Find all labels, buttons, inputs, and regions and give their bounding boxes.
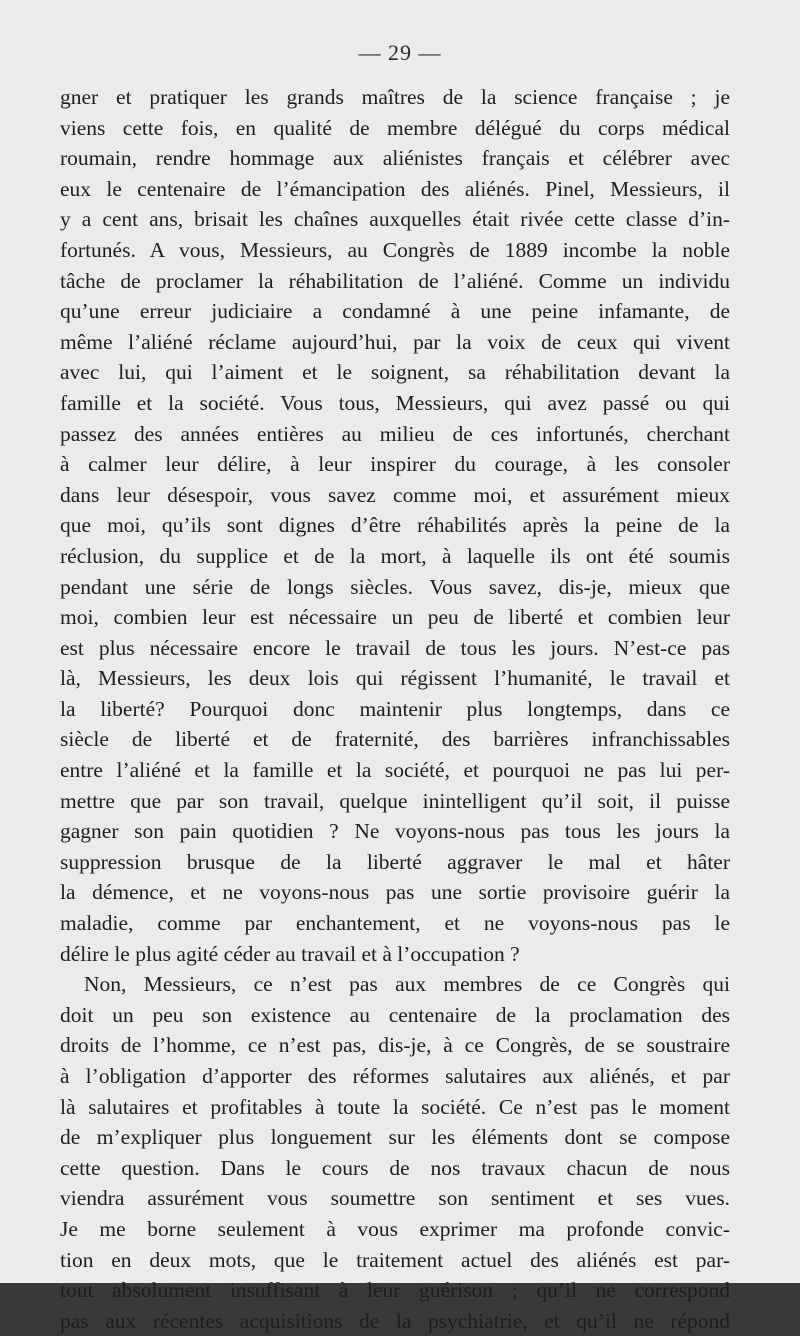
- text-line: qu’une erreur judiciaire a condamné à une peine infamante, de: [60, 299, 730, 324]
- text-line: viendra assurément vous soumettre son sentiment et ses vues.: [60, 1186, 730, 1211]
- body-text: [60, 82, 730, 1336]
- text-line: la démence, et ne voyons-nous pas une sortie provisoire guérir la: [60, 880, 730, 905]
- text-line: la liberté? Pourquoi donc maintenir plus longtemps, dans ce: [60, 696, 730, 721]
- text-line: moi, combien leur est nécessaire un peu de liberté et combien leur: [60, 605, 730, 630]
- text-line: là salutaires et profitables à toute la société. Ce n’est pas le moment: [60, 1094, 730, 1119]
- text-line: siècle de liberté et de fraternité, des barrières infranchissables: [60, 727, 730, 752]
- text-line: de m’expliquer plus longuement sur les éléments dont se compose: [60, 1125, 730, 1150]
- text-line: maladie, comme par enchantement, et ne voyons-nous pas le: [60, 911, 730, 936]
- text-line: cette question. Dans le cours de nos travaux chacun de nous: [60, 1155, 730, 1180]
- text-line: est plus nécessaire encore le travail de tous les jours. N’est-ce pas: [60, 635, 730, 660]
- paragraph-1: [60, 82, 730, 969]
- text-line: tout absolument insuffisant à leur guérison ; qu’il ne correspond: [60, 1278, 730, 1303]
- page-number: — 29 —: [358, 40, 442, 65]
- text-line: tâche de proclamer la réhabilitation de l’aliéné. Comme un individu: [60, 268, 730, 293]
- text-line: famille et la société. Vous tous, Messieurs, qui avez passé ou qui: [60, 390, 730, 415]
- text-line: à l’obligation d’apporter des réformes salutaires aux aliénés, et par: [60, 1064, 730, 1088]
- text-line: entre l’aliéné et la famille et la société, et pourquoi ne pas lui per-: [60, 758, 730, 783]
- text-line: y a cent ans, brisait les chaînes auxquelles était rivée cette classe d’in-: [60, 207, 730, 232]
- text-line: tion en deux mots, que le traitement actuel des aliénés est par-: [60, 1247, 730, 1272]
- text-line: pendant une série de longs siècles. Vous savez, dis-je, mieux que: [60, 574, 730, 599]
- text-line: Je me borne seulement à vous exprimer ma profonde convic-: [60, 1216, 730, 1241]
- text-line: mettre que par son travail, quelque inintelligent qu’il soit, il puisse: [60, 788, 730, 813]
- text-line: pas aux récentes acquisitions de la psychiatrie, et qu’il ne répond: [60, 1308, 730, 1333]
- text-line: avec lui, qui l’aiment et le soignent, sa réhabilitation devant la: [60, 360, 730, 385]
- text-line: passez des années entières au milieu de ces infortunés, cherchant: [60, 421, 730, 446]
- text-line: doit un peu son existence au centenaire de la proclamation des: [60, 1002, 730, 1027]
- text-line: délire le plus agité céder au travail et à l’occupation ?: [60, 941, 520, 966]
- text-line: à calmer leur délire, à leur inspirer du courage, à les consoler: [60, 452, 730, 477]
- text-line: que moi, qu’ils sont dignes d’être réhabilités après la peine de la: [60, 513, 730, 538]
- text-line: roumain, rendre hommage aux aliénistes français et célébrer avec: [60, 146, 730, 171]
- text-line: là, Messieurs, les deux lois qui régissent l’humanité, le travail et: [60, 666, 730, 691]
- text-line: réclusion, du supplice et de la mort, à laquelle ils ont été soumis: [60, 543, 730, 568]
- text-line: gagner son pain quotidien ? Ne voyons-nous pas tous les jours la: [60, 819, 730, 844]
- text-line: eux le centenaire de l’émancipation des aliénés. Pinel, Messieurs, il: [60, 176, 730, 201]
- paragraph-2: [60, 969, 730, 1336]
- text-line: viens cette fois, en qualité de membre délégué du corps médical: [60, 115, 730, 140]
- text-line: fortunés. A vous, Messieurs, au Congrès de 1889 incombe la noble: [60, 237, 730, 262]
- text-line: gner et pratiquer les grands maîtres de la science française ; je: [60, 85, 730, 109]
- text-line: droits de l’homme, ce n’est pas, dis-je, à ce Congrès, de se soustraire: [60, 1033, 730, 1058]
- text-line: dans leur désespoir, vous savez comme moi, et assurément mieux: [60, 482, 730, 507]
- text-line: suppression brusque de la liberté aggraver le mal et hâter: [60, 849, 730, 874]
- text-line: même l’aliéné réclame aujourd’hui, par la voix de ceux qui vivent: [60, 329, 730, 354]
- text-line: Non, Messieurs, ce n’est pas aux membres de ce Congrès qui: [84, 972, 730, 997]
